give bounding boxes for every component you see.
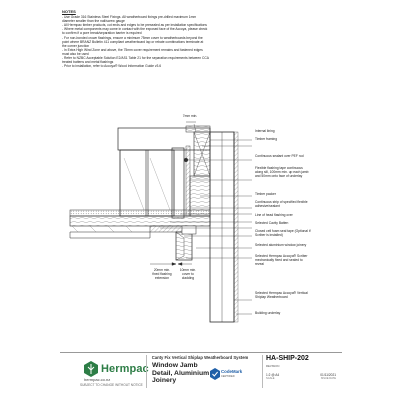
hermpac-logo xyxy=(82,357,149,379)
title-block xyxy=(60,352,342,390)
drawing-title-line: Window Jamb xyxy=(152,362,198,369)
callout-sealant: Continuous sealant over PEF rod xyxy=(255,154,304,158)
timber-framing xyxy=(194,132,210,176)
notes-block xyxy=(62,10,338,68)
callout-foam-seal: Closed cell foam seal tape (Optional if Scriber is installed) xyxy=(255,229,311,237)
note-item: to confirm if a pore break/separation barrier is required xyxy=(62,31,142,36)
note-item: - For non-bonded crown flashings, ensure a minimum 75mm cover to weatherboards beyond the xyxy=(62,35,203,40)
callout-scriber: Selected Hermpac Accoya® Scriber mechanically fixed and sealed to reveal xyxy=(255,254,308,266)
callout-internal-lining: Internal lining xyxy=(255,129,275,133)
callout-flexible-flashing: Flexible flashing tape continuous along sill, 100mm min. up each jamb and 50mm onto face of underlay xyxy=(255,166,309,178)
codemark-badge xyxy=(210,365,258,387)
window-glazing xyxy=(120,148,184,218)
callout-weatherboard: Selected Hermpac Accoya® Vertical Shiplap Weatherboard xyxy=(255,291,308,299)
system-title: Canty Fix Vertical Shiplap Weatherboard System xyxy=(151,355,249,360)
callout-window-joinery: Selected aluminium window joinery xyxy=(255,243,307,247)
note-item: diameter smaller than the nail/screw gauge xyxy=(62,19,125,24)
notes-title: NOTES xyxy=(62,9,76,14)
callout-20mm-min: 20mm min. fixed flashing extension xyxy=(152,268,172,280)
scale-value: 1:2 @ A4 xyxy=(266,373,280,377)
drawing-title xyxy=(152,362,209,385)
internal-lining xyxy=(118,126,210,150)
note-item: - All Hermpac timber products, cut ends and edges to be presealed as per installation specifications xyxy=(62,23,207,28)
scale-label: SCALE xyxy=(266,377,275,380)
callout-head-flashing: Line of head flashing over xyxy=(255,213,293,217)
dimension-lines xyxy=(150,122,196,265)
callout-building-underlay: Building underlay xyxy=(255,311,281,315)
callout-timber-framing: Timber framing xyxy=(255,137,278,141)
weatherboard-section xyxy=(176,226,196,260)
note-item: the corner junction xyxy=(62,43,90,48)
date-value: 01/11/2021 xyxy=(320,373,336,377)
timber-packer xyxy=(190,176,210,216)
drawing-title-line: Joinery xyxy=(152,377,177,385)
callout-10mm-min: 10mm min. cover to cladding xyxy=(179,268,197,280)
codemark-label: CodeMark xyxy=(221,369,243,374)
cavity-and-cladding xyxy=(70,210,210,238)
website-link[interactable]: hermpac.co.nz xyxy=(84,377,111,382)
codemark-sub: CERTIFIED xyxy=(221,375,235,378)
drawing-number: HA-SHIP-202 xyxy=(266,355,309,362)
title-meta-labels xyxy=(266,377,336,380)
note-item: - Where metal components may come in contact with the exposed face of the Accoya, please check xyxy=(62,27,208,32)
note-item: - In Extra High Wind Zone and above, the 75mm cover requirement remains and fastened edges xyxy=(62,47,203,52)
building-frame xyxy=(210,132,238,322)
callout-timber-packer: Timber packer xyxy=(255,192,276,196)
note-item: - Use Grade 316 Stainless Steel Fixings. All weatherboard fixings pre-drilled maximum 1mm xyxy=(62,15,197,20)
title-meta xyxy=(266,373,336,380)
note-item: must also be used xyxy=(62,51,89,56)
date-label: ISSUE DATE xyxy=(320,377,336,380)
codemark-icon xyxy=(210,368,220,380)
note-item: treated battens and metal flashings xyxy=(62,60,114,65)
title-divider xyxy=(262,355,263,388)
notes-list xyxy=(62,15,338,68)
revision-label: REVISION xyxy=(266,364,280,368)
disclaimer-text: SUBJECT TO CHANGE WITHOUT NOTICE xyxy=(80,383,143,387)
flexible-flashing xyxy=(186,146,190,216)
note-item: point where BRANZ Bulletin 411 compliant weatherboard lap or rebate combinations terminate at xyxy=(62,39,204,44)
note-item: - Refer to NZBC Acceptable Solution E2/AS1 Table 21 for the separation requirements between CCA xyxy=(62,56,209,61)
drawing-title-line: Detail, Aluminium xyxy=(152,369,210,377)
sealant-bead xyxy=(184,158,188,162)
note-item: - Prior to installation, refer to Accoya® Wood Information Guide v3.6 xyxy=(62,64,162,69)
callout-air-seal: Continuous strip of specified flexible adhesive/sealant xyxy=(255,200,308,208)
hexagon-logo-icon xyxy=(84,361,98,377)
callout-7mm-min: 7mm min. xyxy=(182,114,198,118)
logo-wordmark: Hermpac xyxy=(101,363,149,375)
leader-lines xyxy=(160,124,252,314)
callout-cavity-batten: Selected Cavity Batten xyxy=(255,221,289,225)
